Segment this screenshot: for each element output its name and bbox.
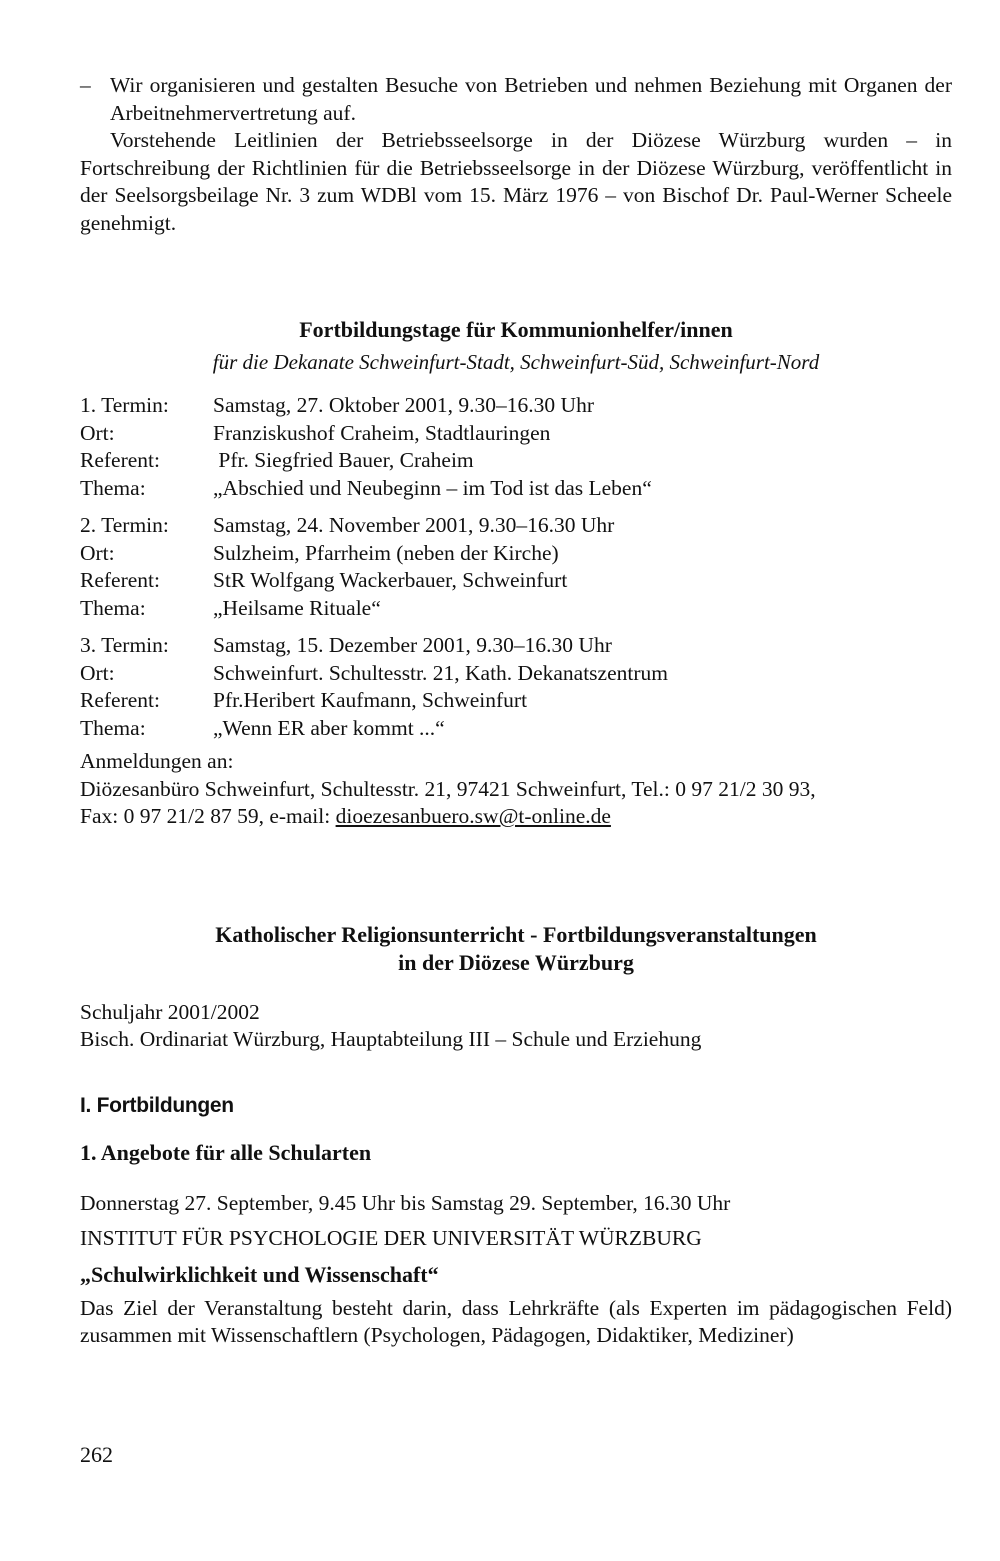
religion-title-line2: in der Diözese Würzburg	[398, 949, 634, 975]
table-row	[80, 595, 952, 623]
table-row	[80, 715, 952, 743]
email-link[interactable]: dioezesanbuero.sw@t-online.de	[335, 804, 611, 828]
table-row	[80, 447, 952, 475]
anmeldung-label: Anmeldungen an:	[80, 749, 234, 773]
table-row	[80, 540, 952, 568]
kommunion-subtitle: für die Dekanate Schweinfurt-Stadt, Schweinfurt-Süd, Schweinfurt-Nord	[212, 350, 820, 374]
row-value: Samstag, 27. Oktober 2001, 9.30–16.30 Uhr	[213, 393, 594, 417]
bullet-item	[80, 72, 952, 127]
fax-text: Fax: 0 97 21/2 87 59, e-mail:	[80, 804, 336, 828]
termin-table-2	[80, 512, 952, 622]
row-label: Ort:	[80, 420, 115, 445]
row-label: Ort:	[80, 660, 115, 685]
row-label: Referent:	[80, 568, 160, 592]
ordinariat: Bisch. Ordinariat Würzburg, Hauptabteilung III – Schule und Erziehung	[80, 1027, 702, 1051]
table-row	[80, 567, 952, 595]
row-value: Sulzheim, Pfarrheim (neben der Kirche)	[213, 540, 559, 565]
row-value: Pfr. Siegfried Bauer, Craheim	[213, 448, 474, 472]
intro-paragraph: Vorstehende Leitlinien der Betriebsseelsorge in der Diözese Würzburg wurden – in Fortschreibung der Richtlinien für die Betriebsseelsorge in der Diözese Würzburg, veröffentlicht in der Seelsorgsbeilage Nr. 3 zum WDBl vom 15. März 1976 – von Bischof Dr. Paul-Werner Scheele genehmigt.	[80, 128, 952, 235]
row-label: Referent:	[80, 448, 160, 472]
row-label: 3. Termin:	[80, 633, 169, 657]
document-page	[80, 72, 952, 1350]
row-value: Schweinfurt. Schultesstr. 21, Kath. Dekanatszentrum	[213, 660, 668, 685]
event-institute: INSTITUT FÜR PSYCHOLOGIE DER UNIVERSITÄT WÜRZBURG	[80, 1226, 702, 1250]
row-value: „Abschied und Neubeginn – im Tod ist das Leben“	[213, 475, 652, 500]
table-row	[80, 392, 952, 420]
event-date: Donnerstag 27. September, 9.45 Uhr bis Samstag 29. September, 16.30 Uhr	[80, 1190, 731, 1215]
row-label: 1. Termin:	[80, 393, 169, 417]
bullet-dash: –	[80, 73, 91, 97]
page-number: 262	[80, 1442, 113, 1467]
table-row	[80, 660, 952, 688]
termin-table-3	[80, 632, 952, 742]
row-value: Samstag, 24. November 2001, 9.30–16.30 Uhr	[213, 513, 615, 537]
anmeldung-contact	[80, 803, 952, 831]
row-label: Thema:	[80, 715, 146, 740]
row-value: Samstag, 15. Dezember 2001, 9.30–16.30 Uhr	[213, 633, 612, 657]
table-row	[80, 687, 952, 715]
section-heading: I. Fortbildungen	[80, 1093, 234, 1117]
event-title: „Schulwirklichkeit und Wissenschaft“	[80, 1261, 439, 1287]
table-row	[80, 475, 952, 503]
bullet-text: Wir organisieren und gestalten Besuche von Betrieben und nehmen Beziehung mit Organen der Arbeitnehmervertretung auf.	[110, 73, 952, 125]
event-description: Das Ziel der Veranstaltung besteht darin, dass Lehrkräfte (als Experten im pädagogischen Feld) zusammen mit Wissenschaftlern (Psychologen, Pädagogen, Didaktiker, Mediziner)	[80, 1295, 952, 1347]
row-value: Pfr.Heribert Kaufmann, Schweinfurt	[213, 688, 528, 712]
religion-title-line1: Katholischer Religionsunterricht - Fortbildungsveranstaltungen	[215, 921, 817, 947]
row-label: Thema:	[80, 595, 146, 620]
row-label: Thema:	[80, 475, 146, 500]
schuljahr: Schuljahr 2001/2002	[80, 999, 260, 1024]
termin-table-1	[80, 392, 952, 502]
anmeldung-address: Diözesanbüro Schweinfurt, Schultesstr. 21, 97421 Schweinfurt, Tel.: 0 97 21/2 30 93,	[80, 776, 816, 801]
row-value: Franziskushof Craheim, Stadtlauringen	[213, 420, 551, 445]
table-row	[80, 632, 952, 660]
row-label: Ort:	[80, 540, 115, 565]
kommunion-title: Fortbildungstage für Kommunionhelfer/innen	[299, 317, 733, 342]
row-label: 2. Termin:	[80, 513, 169, 537]
row-value: „Heilsame Rituale“	[213, 595, 381, 620]
table-row	[80, 420, 952, 448]
subsection-heading: 1. Angebote für alle Schularten	[80, 1139, 372, 1165]
row-value: „Wenn ER aber kommt ...“	[213, 715, 445, 740]
row-label: Referent:	[80, 688, 160, 712]
table-row	[80, 512, 952, 540]
row-value: StR Wolfgang Wackerbauer, Schweinfurt	[213, 568, 568, 592]
